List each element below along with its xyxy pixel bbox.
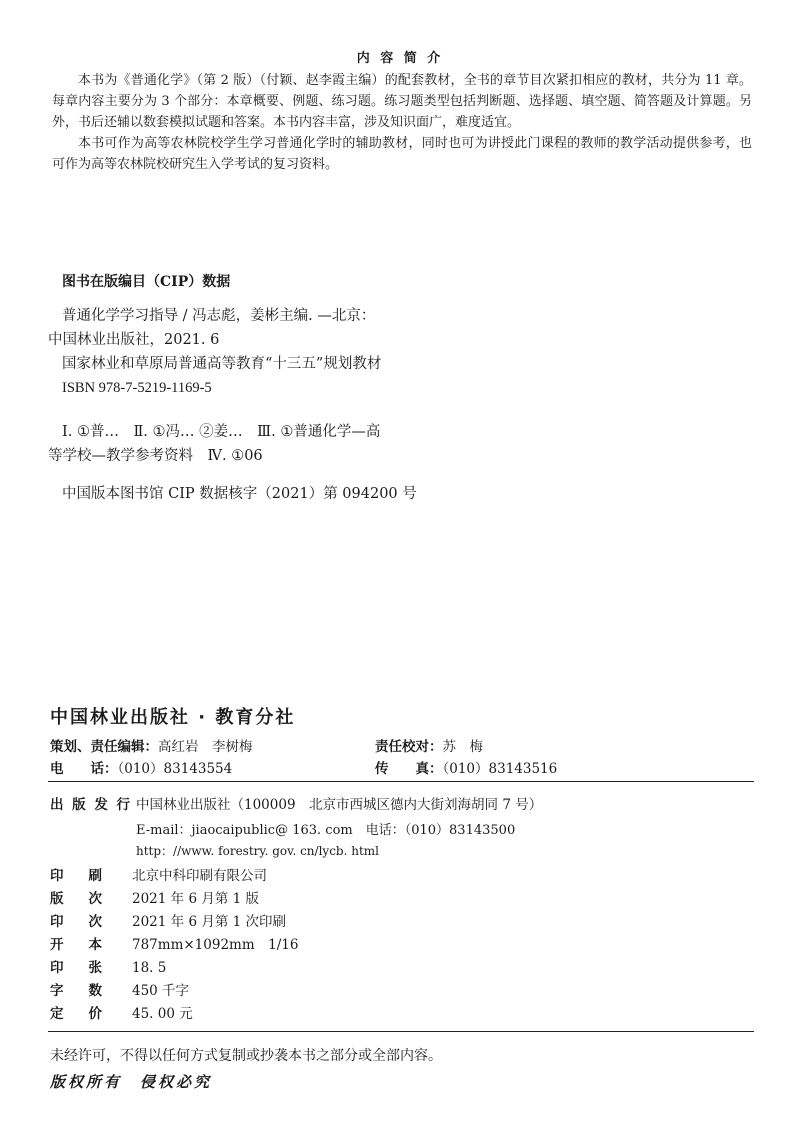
phone-line [50,757,232,777]
edition-value: 2021 年 6 月第 1 版 [132,891,259,907]
editors-value: 高红岩 李树梅 [158,739,253,755]
press-name: 中国林业出版社 · 教育分社 [50,707,296,728]
sheets-value: 18. 5 [132,960,167,976]
divider-bottom [48,1031,754,1032]
imprint-url-line: http：//www. forestry. gov. cn/lycb. html [136,844,379,858]
phone-label: 电 话： [50,761,118,777]
fax-line [375,757,557,777]
divider-top [48,781,754,782]
imprint-email-line: E-mail：jiaocaipublic@ 163. com 电话：（010）83143500 [136,823,516,838]
editors-label: 策划、责任编辑： [50,739,158,755]
cip-heading: 图书在版编目（CIP）数据 [62,274,231,290]
summary-paragraph-2: 本书可作为高等农林院校学生学习普通化学时的辅助教材，同时也可为讲授此门课程的教师的教学活动提供参考，也可作为高等农林院校研究生入学考试的复习资料。 [52,136,752,172]
cip-data-number: 中国版本图书馆 CIP 数据核字（2021）第 094200 号 [62,486,417,502]
phone-value: （010）83143554 [117,761,233,777]
distributor-label: 出版发行 [50,797,130,813]
printing-label: 印 次 [50,914,102,930]
cip-isbn-line: ISBN 978-7-5219-1169-5 [62,380,212,396]
words-label: 字 数 [50,983,102,999]
printer-value: 北京中科印刷有限公司 [132,868,267,884]
cip-publisher-line: 中国林业出版社，2021. 6 [48,332,220,348]
imprint-words [50,979,189,999]
format-value: 787mm×1092mm 1/16 [132,937,299,953]
editors-line [50,735,253,755]
imprint-sheets [50,956,166,976]
rights-reserved: 版权所有 侵权必究 [50,1073,213,1091]
copyright-notice: 未经许可，不得以任何方式复制或抄袭本书之部分或全部内容。 [50,1048,442,1064]
printing-value: 2021 年 6 月第 1 次印刷 [132,914,286,930]
proofreader-value: 苏 梅 [442,739,483,755]
edition-label: 版 次 [50,891,102,907]
proofreader-line [375,735,483,755]
proofreader-label: 责任校对： [375,739,443,755]
cip-title-line: 普通化学学习指导 / 冯志彪，姜彬主编. —北京： [62,308,376,324]
words-value: 450 千字 [132,983,190,999]
summary-body [52,70,752,175]
sheets-label: 印 张 [50,960,102,976]
fax-value: （010）83143516 [442,761,558,777]
cip-classification-line-1: Ⅰ. ①普… Ⅱ. ①冯… ②姜… Ⅲ. ①普通化学—高 [62,424,381,440]
summary-paragraph-1: 本书为《普通化学》（第 2 版）（付颖、赵李霞主编）的配套教材，全书的章节目次紧扣相应的教材，共分为 11 章。每章内容主要分为 3 个部分：本章概要、例题、练习题。练习题类型包括判断题、选择题、填空题、简答题及计算题。另外，书后还辅以数套模拟试题和答案。本书内容丰富，涉及知识面广，难度适宜。 [52,73,752,130]
fax-label: 传 真： [375,761,443,777]
imprint-printer [50,864,267,884]
distributor-value: 中国林业出版社（100009 北京市西城区德内大街刘海胡同 7 号） [136,797,543,813]
format-label: 开 本 [50,937,102,953]
printer-label: 印 刷 [50,868,102,884]
summary-title: 内 容 简 介 [356,51,444,66]
cip-classification-line-2: 等学校—教学参考资料 Ⅳ. ①06 [48,448,263,464]
imprint-printing [50,910,286,930]
imprint-edition [50,887,259,907]
imprint-price [50,1002,193,1022]
imprint-format [50,933,298,953]
price-label: 定 价 [50,1006,102,1022]
price-value: 45. 00 元 [132,1006,193,1022]
imprint-distributor [50,793,542,813]
cip-series-line: 国家林业和草原局普通高等教育“十三五”规划教材 [62,356,382,372]
